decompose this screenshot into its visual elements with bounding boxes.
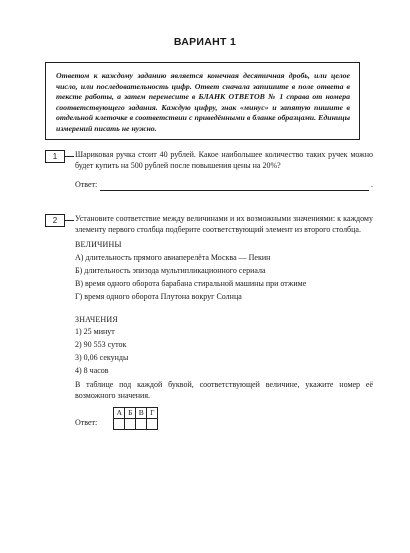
value-item: 2) 90 553 суток [75, 340, 127, 349]
answer-table-inputs [114, 419, 158, 430]
quantity-item: Б) длительность эпизода мультипликационного сериала [75, 265, 266, 275]
task-number-connector [65, 156, 74, 157]
task-body [75, 214, 373, 430]
answer-label: Ответ: [75, 418, 98, 428]
instructions-box: Ответом к каждому заданию является конечная десятичная дробь, или целое число, или последовательность цифр. Ответ сначала запишите в поле ответа в тексте работы, а затем перенесите в БЛАНК ОТВЕТОВ № 1 справа от номера соответствующего задания. Каждую цифру, знак «минус» и запятую пишите в отдельной клеточке в соответствии с приведёнными в бланке образцами. Единицы измерений писать не нужно. [45, 62, 360, 140]
quantity-item: В) время одного оборота барабана стиральной машины при отжиме [75, 278, 307, 288]
task-number-box: 1 [45, 150, 65, 163]
table-instruction: В таблице под каждой буквой, соответствующей величине, укажите номер её возможного значения. [75, 380, 373, 400]
value-item: 4) 8 часов [75, 366, 109, 375]
quantity-item: А) длительность прямого авиаперелёта Москва — Пекин [75, 252, 271, 262]
quantity-item: Г) время одного оборота Плутона вокруг Солнца [75, 291, 242, 301]
task-number-connector [65, 220, 74, 221]
answer-table-header [114, 408, 158, 419]
answer-cell[interactable] [125, 419, 136, 430]
task-number-box: 2 [45, 214, 65, 227]
answer-table [113, 407, 158, 430]
letter-cell: Б [125, 408, 136, 419]
value-item: 1) 25 минут [75, 327, 115, 336]
answer-field[interactable] [100, 181, 369, 191]
task-text: Шариковая ручка стоит 40 рублей. Какое наибольшее количество таких ручек можно будет купить на 500 рублей после повышения цены на 20%? [75, 150, 373, 170]
answer-table-row [75, 407, 373, 430]
letter-cell: А [114, 408, 125, 419]
quantities-heading: ВЕЛИЧИНЫ [75, 240, 122, 249]
letter-cell: В [136, 408, 147, 419]
answer-period: . [371, 180, 373, 189]
task-body [75, 150, 373, 191]
answer-cell[interactable] [136, 419, 147, 430]
values-heading: ЗНАЧЕНИЯ [75, 314, 118, 324]
answer-cell[interactable] [147, 419, 158, 430]
answer-row [75, 180, 373, 191]
letter-cell: Г [147, 408, 158, 419]
answer-cell[interactable] [114, 419, 125, 430]
task-text: Установите соответствие между величинами и их возможными значениями: к каждому элементу первого столбца подберите соответствующий элемент из второго столбца. [75, 214, 373, 234]
value-item: 3) 0,06 секунды [75, 353, 129, 362]
variant-title: ВАРИАНТ 1 [173, 36, 237, 48]
answer-label: Ответ: [75, 180, 98, 189]
